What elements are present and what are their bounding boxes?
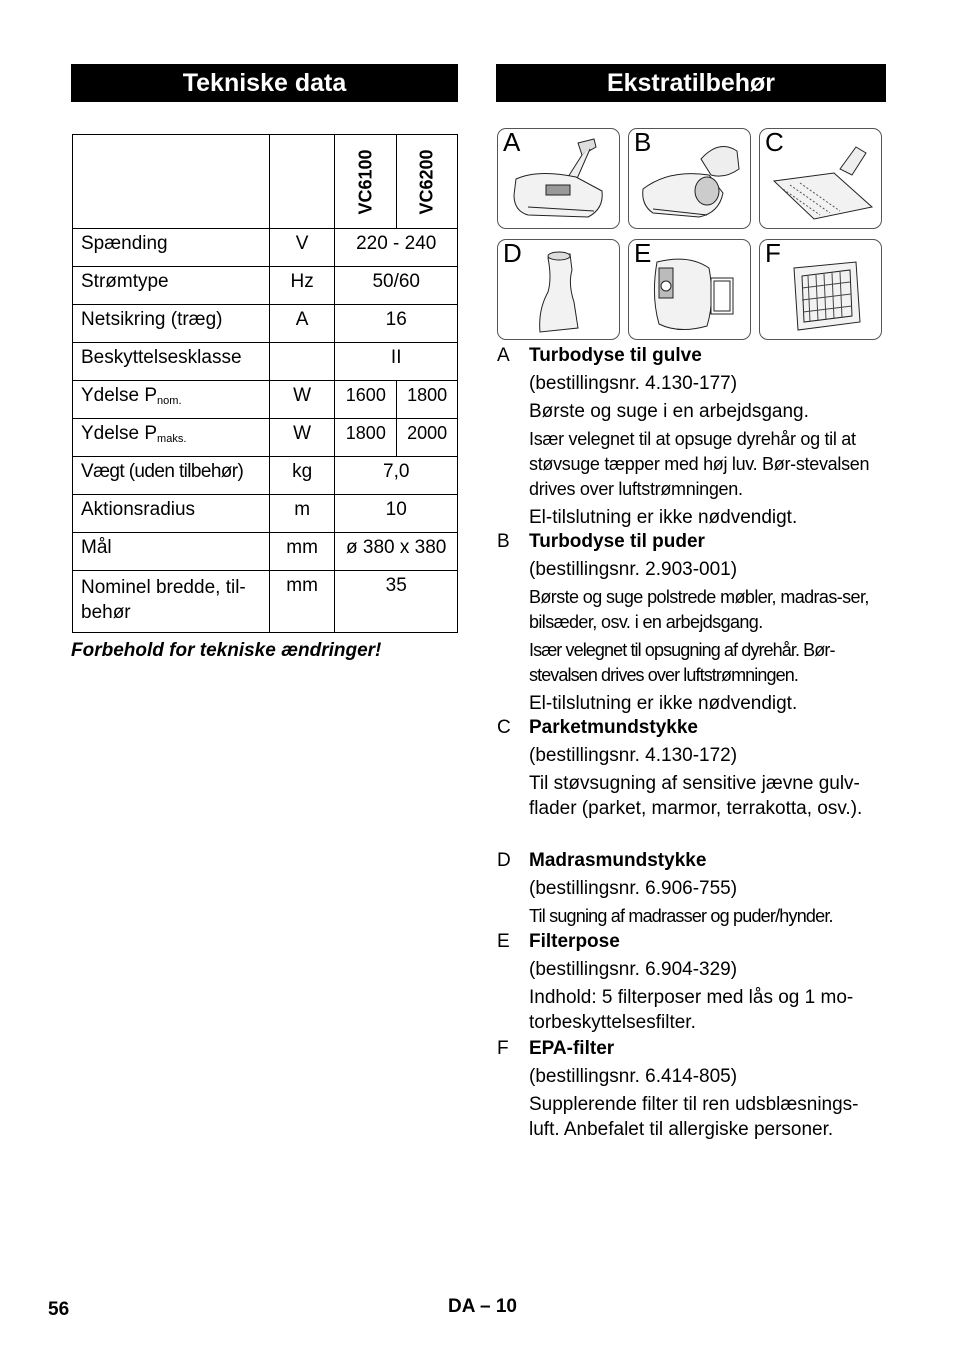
accessory-text: Børste og suge i en arbejdsgang. (529, 401, 809, 422)
spec-value-vc6100: 1600 (335, 381, 397, 419)
table-row (73, 267, 458, 305)
spec-label: Netsikring (træg) (73, 305, 270, 343)
accessory-letter: B (497, 531, 510, 552)
accessory-text: El-tilslutning er ikke nødvendigt. (529, 693, 798, 714)
table-row (73, 571, 458, 633)
order-number: (bestillingsnr. 6.414-805) (529, 1066, 738, 1087)
spec-value: II (335, 343, 458, 381)
page-number: 56 (48, 1299, 70, 1320)
table-header-row (73, 135, 458, 229)
spec-label: Nominel bredde, til- behør (73, 571, 270, 633)
accessory-text: Indhold: 5 filterposer med lås og 1 mo-torbeskyttelsesfilter. (529, 987, 854, 1033)
spec-unit: kg (269, 457, 335, 495)
order-number: (bestillingsnr. 4.130-177) (529, 373, 738, 394)
spec-label: Mål (73, 533, 270, 571)
spec-unit: W (269, 419, 335, 457)
footnote: Forbehold for tekniske ændringer! (71, 640, 382, 661)
spec-value: 7,0 (335, 457, 458, 495)
order-number: (bestillingsnr. 6.906-755) (529, 878, 738, 899)
spec-value-vc6200: 2000 (397, 419, 458, 457)
spec-unit (269, 343, 335, 381)
spec-label: Vægt (uden tilbehør) (73, 457, 270, 495)
accessory-name: Parketmundstykke (529, 717, 698, 738)
table-row (73, 495, 458, 533)
table-row (73, 305, 458, 343)
accessory-text: Til sugning af madrasser og puder/hynder. (529, 906, 833, 926)
accessory-letter: C (497, 717, 511, 738)
spec-unit: W (269, 381, 335, 419)
page-label: DA – 10 (448, 1296, 517, 1317)
spec-label: Spænding (73, 229, 270, 267)
spec-value-vc6200: 1800 (397, 381, 458, 419)
table-row (73, 343, 458, 381)
accessory-image-f (759, 239, 882, 340)
accessory-letter: A (497, 345, 510, 366)
spec-label: Beskyttelsesklasse (73, 343, 270, 381)
model-header-vc6100: VC6100 (335, 135, 397, 229)
accessory-name: Filterpose (529, 931, 620, 952)
accessory-b (497, 529, 887, 719)
spec-unit: mm (269, 533, 335, 571)
spec-label: Aktionsradius (73, 495, 270, 533)
image-letter: E (634, 239, 652, 268)
order-number: (bestillingsnr. 6.904-329) (529, 959, 738, 980)
accessory-a (497, 343, 887, 533)
accessory-text: Supplerende filter til ren udsblæsnings-luft. Anbefalet til allergiske personer. (529, 1094, 859, 1140)
spec-value: ø 380 x 380 (335, 533, 458, 571)
order-number: (bestillingsnr. 2.903-001) (529, 559, 738, 580)
image-letter: F (765, 239, 781, 268)
spec-value: 50/60 (335, 267, 458, 305)
image-letter: C (765, 128, 784, 157)
spec-unit: V (269, 229, 335, 267)
accessory-e (497, 929, 887, 1038)
accessory-image-e (628, 239, 751, 340)
accessory-f (497, 1036, 887, 1145)
spec-value: 10 (335, 495, 458, 533)
table-row (73, 381, 458, 419)
spec-unit: mm (269, 571, 335, 633)
spec-unit: m (269, 495, 335, 533)
accessory-image-a (497, 128, 620, 229)
image-letter: A (503, 128, 521, 157)
technical-data-table (72, 134, 458, 633)
table-row (73, 533, 458, 571)
accessory-text: Især velegnet til at opsuge dyrehår og til at støvsuge tæpper med høj luv. Bør-stevalsen drives over luftstrømningen. (529, 429, 870, 499)
accessory-c (497, 715, 887, 824)
image-letter: B (634, 128, 652, 157)
table-row (73, 457, 458, 495)
accessory-name: EPA-filter (529, 1038, 615, 1059)
accessory-image-c (759, 128, 882, 229)
accessory-text: Børste og suge polstrede møbler, madras-ser, bilsæder, osv. i en arbejdsgang. (529, 587, 869, 632)
accessory-image-d (497, 239, 620, 340)
model-header-vc6200: VC6200 (397, 135, 458, 229)
accessory-text: Til støvsugning af sensitive jævne gulv-flader (parket, marmor, terrakotta, osv.). (529, 773, 863, 819)
accessory-letter: F (497, 1038, 509, 1059)
accessory-name: Madrasmundstykke (529, 850, 707, 871)
spec-label: Ydelse $P_{maks.}$ (73, 419, 270, 457)
spec-value: 220 - 240 (335, 229, 458, 267)
accessory-name: Turbodyse til puder (529, 531, 705, 552)
accessory-text: El-tilslutning er ikke nødvendigt. (529, 507, 798, 528)
accessory-image-b (628, 128, 751, 229)
spec-label: Strømtype (73, 267, 270, 305)
ekstratilbehor-heading: Ekstratilbehør (496, 64, 886, 102)
order-number: (bestillingsnr. 4.130-172) (529, 745, 738, 766)
spec-label: Ydelse $P_{nom.}$ (73, 381, 270, 419)
table-row (73, 419, 458, 457)
accessory-text: Især velegnet til opsugning af dyrehår. Bør-stevalsen drives over luftstrømningen. (529, 640, 835, 685)
spec-value: 35 (335, 571, 458, 633)
image-letter: D (503, 239, 522, 268)
spec-unit: A (269, 305, 335, 343)
accessory-letter: E (497, 931, 510, 952)
accessory-letter: D (497, 850, 511, 871)
table-row (73, 229, 458, 267)
accessory-name: Turbodyse til gulve (529, 345, 702, 366)
spec-value: 16 (335, 305, 458, 343)
accessory-d (497, 848, 887, 932)
spec-value-vc6100: 1800 (335, 419, 397, 457)
tekniske-data-heading: Tekniske data (71, 64, 458, 102)
spec-unit: Hz (269, 267, 335, 305)
